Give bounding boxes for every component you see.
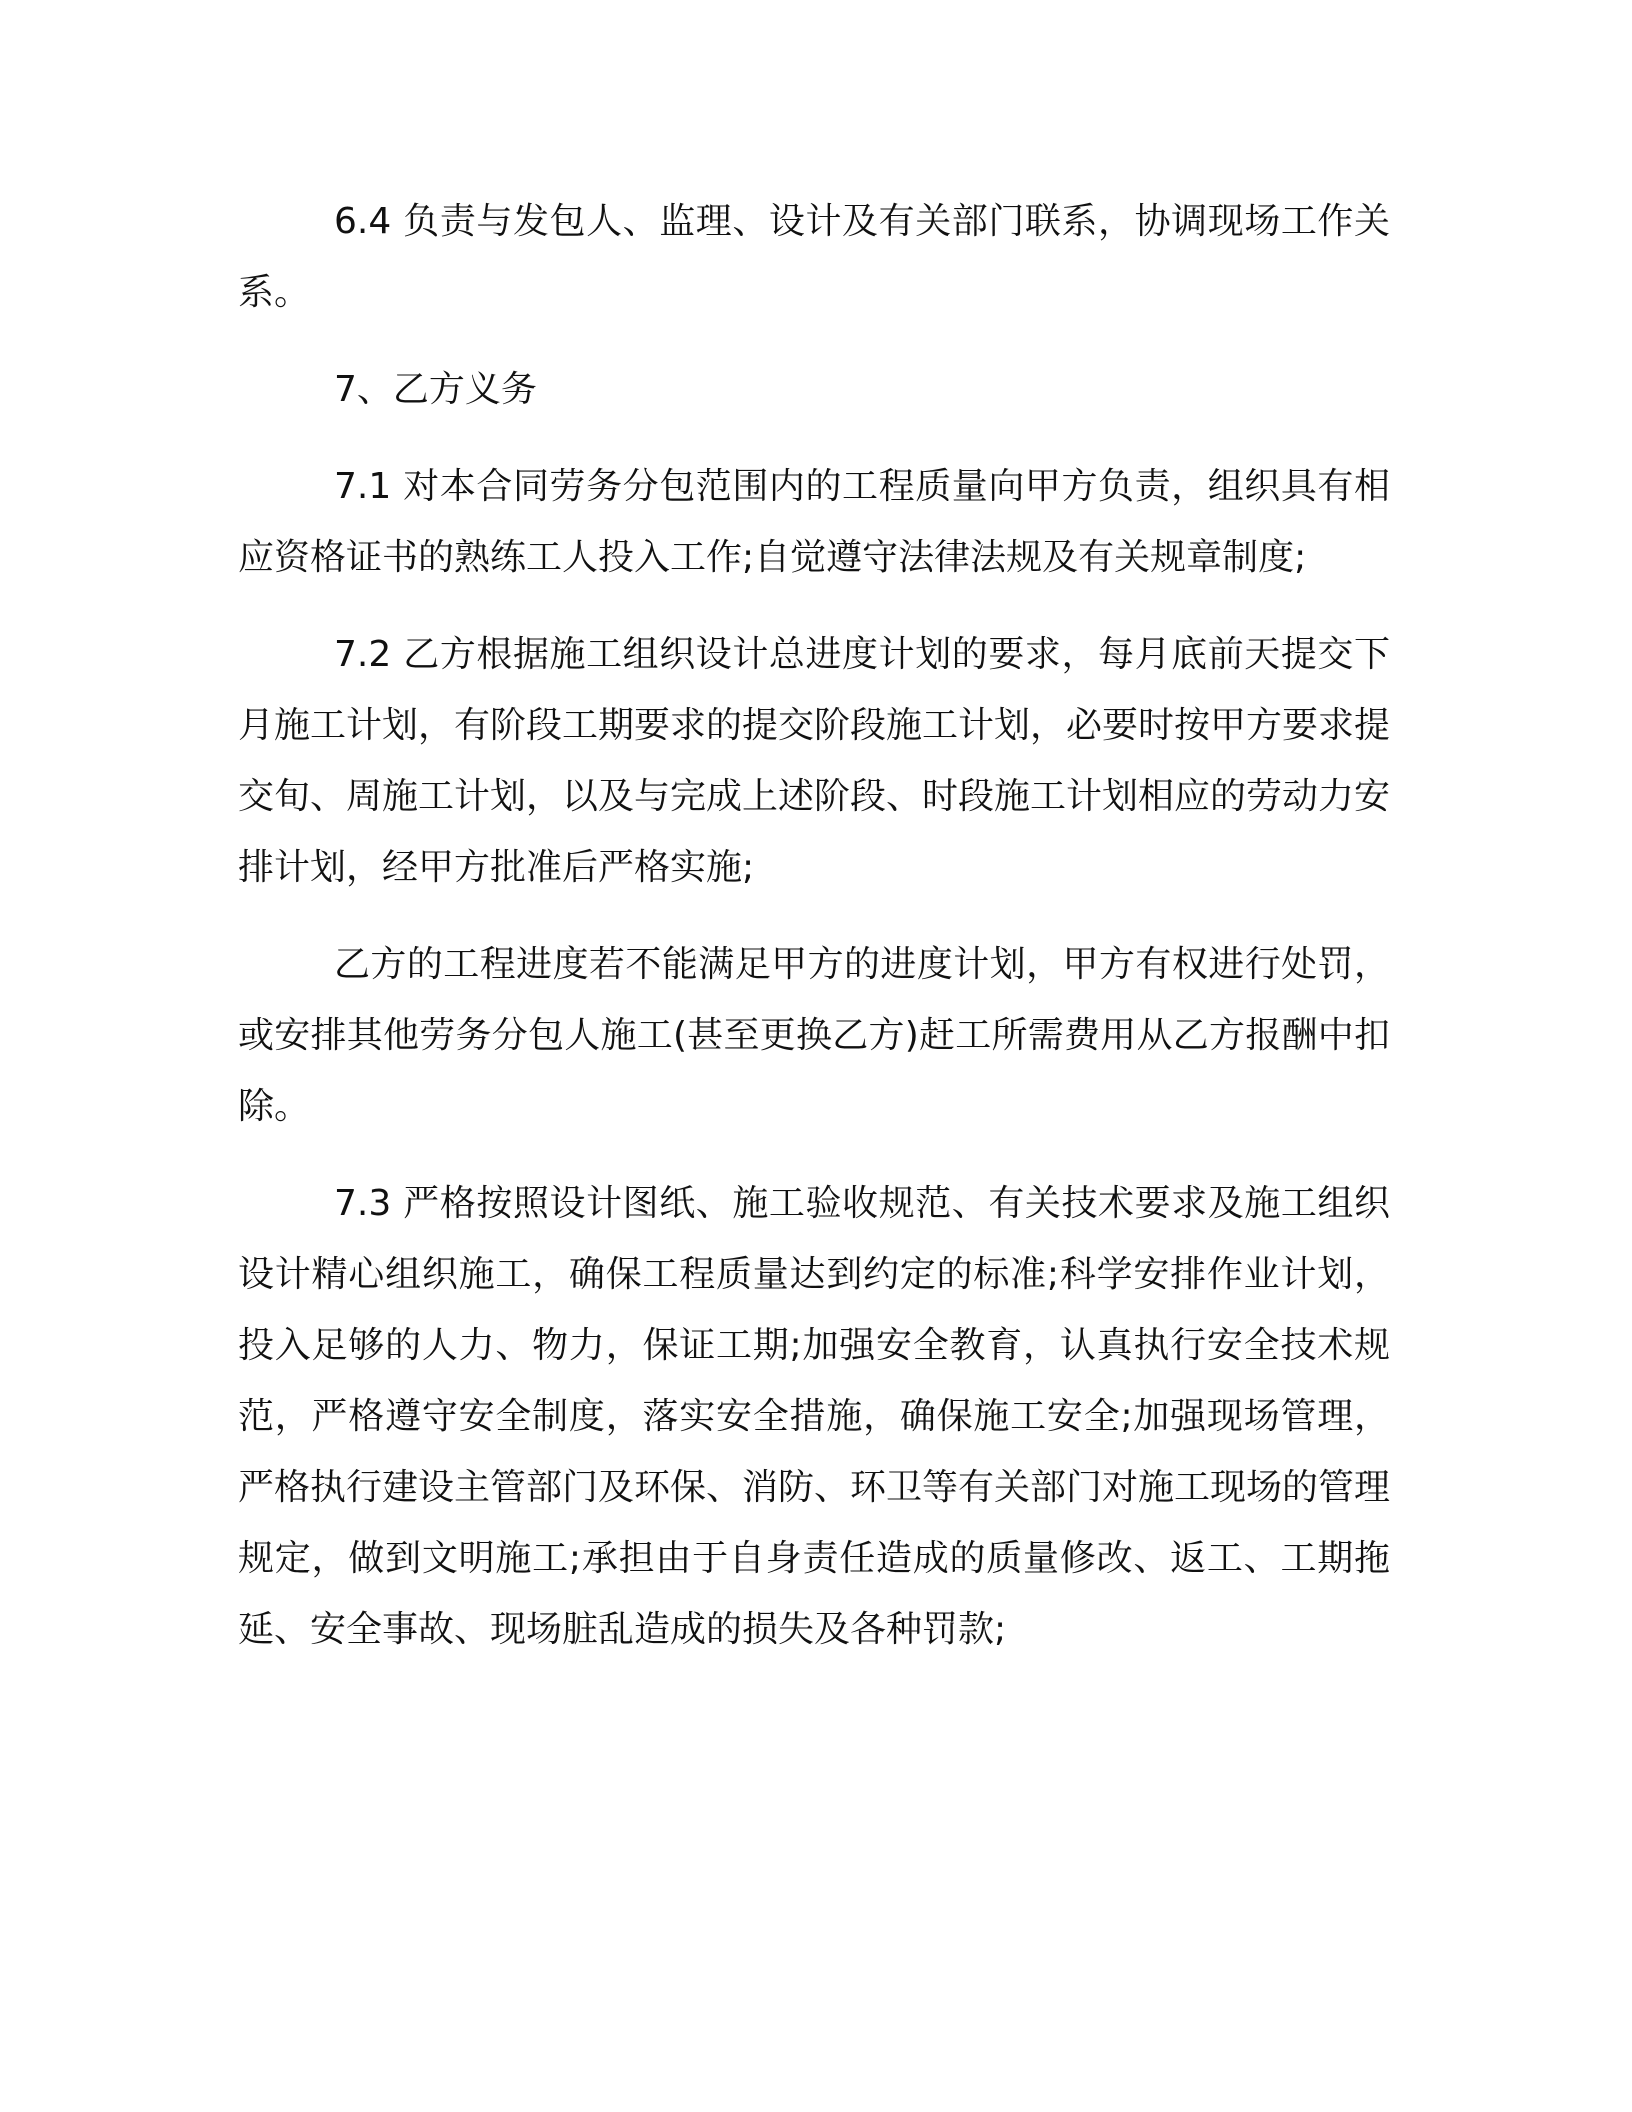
paragraph-progress-penalty: 乙方的工程进度若不能满足甲方的进度计划，甲方有权进行处罚，或安排其他劳务分包人施工(甚至更换乙方)赶工所需费用从乙方报酬中扣除。 xyxy=(238,944,1390,1127)
document-page xyxy=(238,186,1390,1665)
paragraph-7-3: 7.3 严格按照设计图纸、施工验收规范、有关技术要求及施工组织设计精心组织施工，确保工程质量达到约定的标准;科学安排作业计划，投入足够的人力、物力，保证工期;加强安全教育，认真执行安全技术规范，严格遵守安全制度，落实安全措施，确保施工安全;加强现场管理，严格执行建设主管部门及环保、消防、环卫等有关部门对施工现场的管理规定，做到文明施工;承担由于自身责任造成的质量修改、返工、工期拖延、安全事故、现场脏乱造成的损失及各种罚款; xyxy=(238,1183,1391,1650)
paragraph-6-4: 6.4 负责与发包人、监理、设计及有关部门联系，协调现场工作关系。 xyxy=(238,201,1390,313)
section-heading-7: 7、乙方义务 xyxy=(334,369,537,410)
paragraph-7-1: 7.1 对本合同劳务分包范围内的工程质量向甲方负责，组织具有相应资格证书的熟练工人投入工作;自觉遵守法律法规及有关规章制度; xyxy=(238,466,1390,578)
paragraph-7-2: 7.2 乙方根据施工组织设计总进度计划的要求，每月底前天提交下月施工计划，有阶段工期要求的提交阶段施工计划，必要时按甲方要求提交旬、周施工计划，以及与完成上述阶段、时段施工计划相应的劳动力安排计划，经甲方批准后严格实施; xyxy=(238,634,1391,888)
